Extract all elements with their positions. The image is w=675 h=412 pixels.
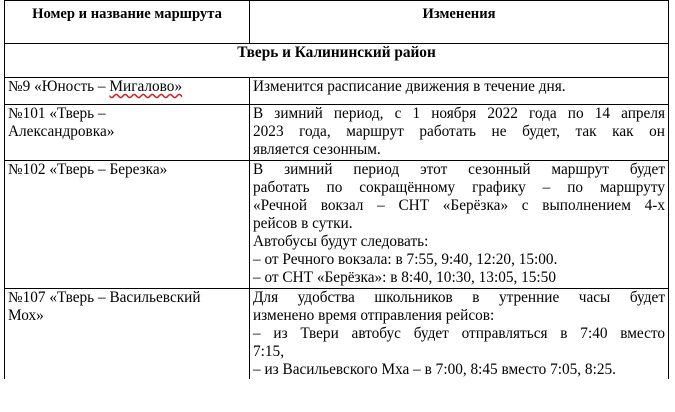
changes-cell: [250, 161, 669, 289]
changes-line: – из Васильевского Мха – в 7:00, 8:45 вместо 7:05, 8:25.: [253, 361, 616, 378]
changes-line: В зимний период, с 1 ноября 2022 года по 14 апреля: [253, 105, 665, 122]
route-cell: [5, 161, 250, 289]
changes-line: 2023 года, маршрут работать не будет, так как он: [253, 123, 665, 140]
route-name-prefix: №9 «Юность –: [8, 78, 110, 95]
route-name-line: №102 «Тверь – Березка»: [8, 161, 168, 178]
table-row: [5, 105, 669, 161]
route-name-line: Александровка»: [8, 123, 115, 140]
changes-line: В зимний период этот сезонный маршрут будет: [253, 161, 665, 178]
changes-line: – от Речного вокзала: в 7:55, 9:40, 12:20, 15:00.: [253, 251, 558, 268]
changes-line: – из Твери автобус будет отправляться в 7:40 вместо: [253, 325, 665, 342]
changes-line: Для удобства школьников в утренние часы будет: [253, 289, 665, 306]
header-route: Номер и название маршрута: [5, 1, 250, 44]
changes-cell: [250, 105, 669, 161]
changes-line: – от СНТ «Берёзка»: в 8:40, 10:30, 13:05, 15:50: [253, 269, 556, 286]
changes-line: является сезонным.: [253, 141, 381, 158]
table-row: [5, 289, 669, 380]
table-row: [5, 161, 669, 289]
changes-cell: [250, 78, 669, 105]
changes-line: изменено время отправления рейсов:: [253, 307, 495, 324]
route-name-line: Мох»: [8, 307, 44, 324]
changes-line: рейсов в сутки.: [253, 215, 353, 232]
route-changes-table: [4, 0, 669, 379]
changes-line: «Речной вокзал – СНТ «Берёзка» с выполнением 4-х: [253, 197, 665, 214]
changes-line: работать по сокращённому графику – по маршруту: [253, 179, 665, 196]
region-row: [5, 44, 669, 78]
changes-line: 7:15,: [253, 343, 285, 360]
changes-cell: [250, 289, 669, 380]
route-cell: [5, 78, 250, 105]
route-name-line: №101 «Тверь –: [8, 105, 106, 122]
changes-line: Изменится расписание движения в течение дня.: [253, 78, 566, 95]
table-row: [5, 78, 669, 105]
route-name-spellcheck: Мигалово»: [109, 78, 183, 95]
route-cell: [5, 105, 250, 161]
table-header-row: [5, 1, 669, 44]
route-cell: [5, 289, 250, 380]
region-title: Тверь и Калининский район: [5, 44, 669, 78]
route-name-line: №107 «Тверь – Васильевский: [8, 289, 201, 306]
header-changes: Изменения: [250, 1, 669, 44]
changes-line: Автобусы будут следовать:: [253, 233, 429, 250]
